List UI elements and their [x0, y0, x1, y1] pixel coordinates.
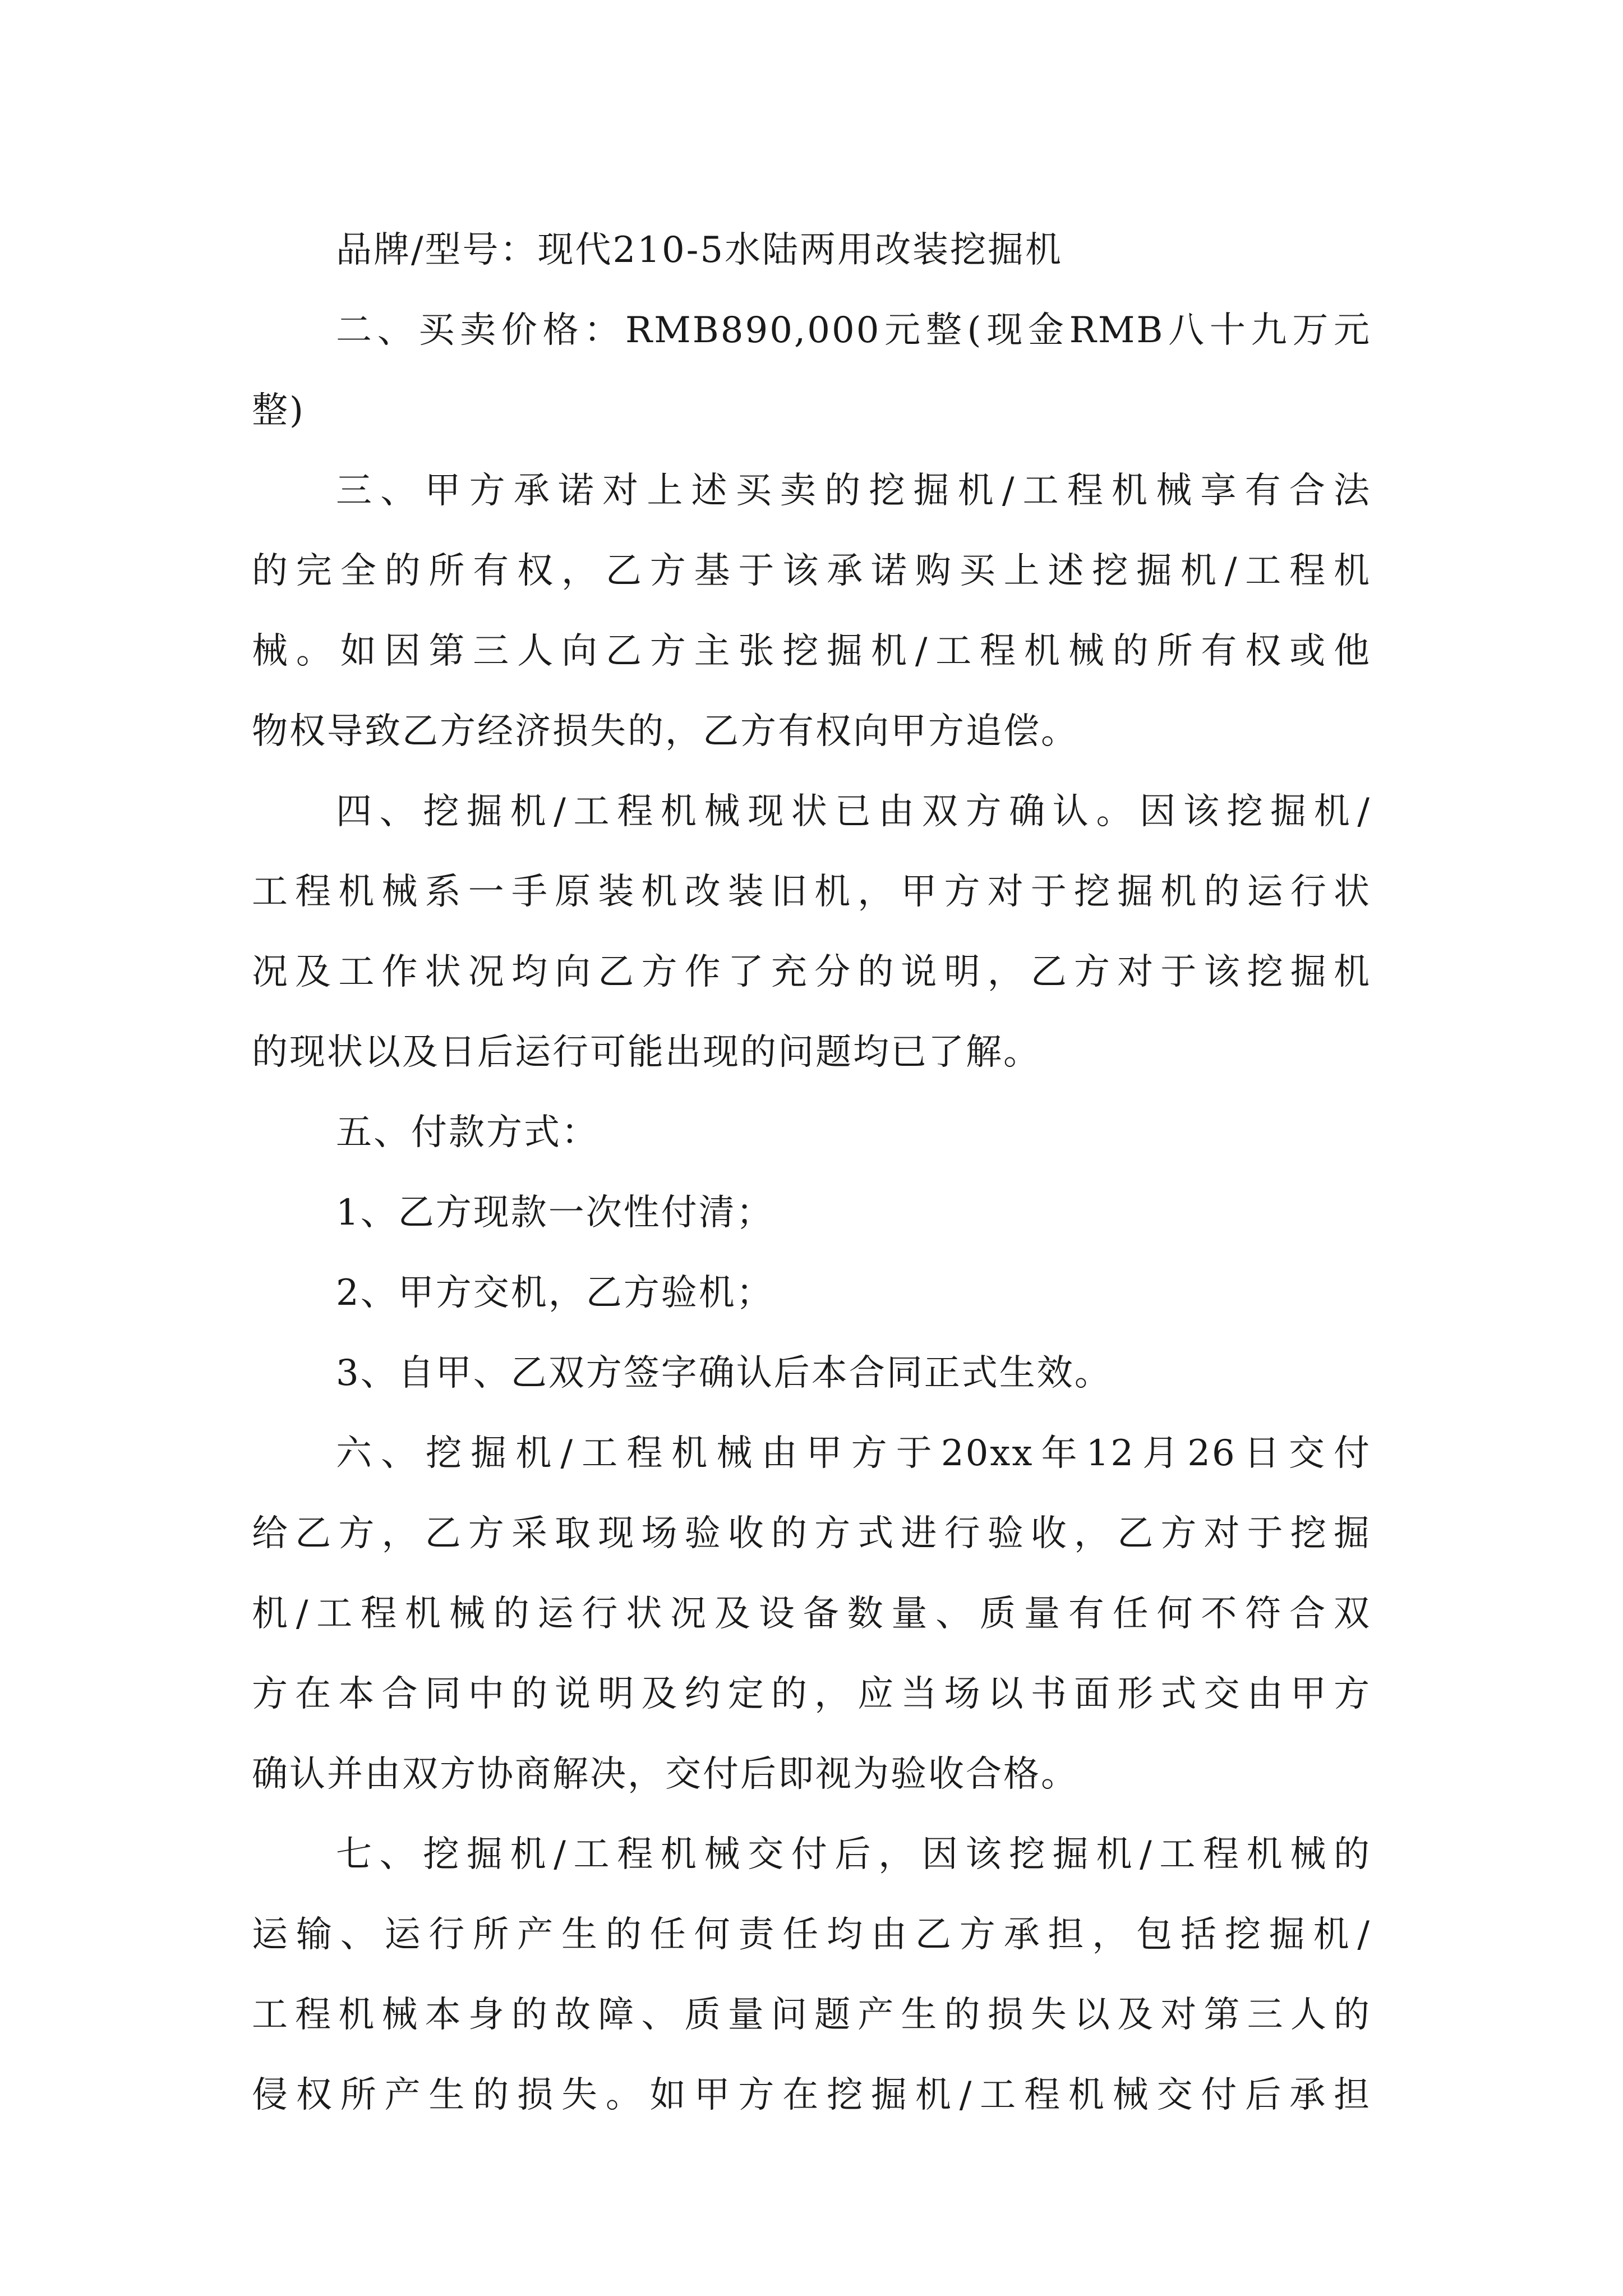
text-line: 的完全的所有权，乙方基于该承诺购买上述挖掘机/工程机: [252, 550, 1371, 592]
text-line: 六、挖掘机/工程机械由甲方于20xx年12月26日交付: [336, 1433, 1371, 1474]
text-line: 工程机械系一手原装机改装旧机，甲方对于挖掘机的运行状: [252, 871, 1371, 913]
text-line: 七、挖掘机/工程机械交付后，因该挖掘机/工程机械的: [336, 1834, 1371, 1875]
text-line: 的现状以及日后运行可能出现的问题均已了解。: [252, 1032, 1041, 1073]
text-line: 二、买卖价格：RMB890,000元整(现金RMB八十九万元: [336, 310, 1371, 351]
text-line: 侵权所产生的损失。如甲方在挖掘机/工程机械交付后承担: [252, 2074, 1371, 2116]
text-line: 况及工作状况均向乙方作了充分的说明，乙方对于该挖掘机: [252, 951, 1371, 993]
text-line: 械。如因第三人向乙方主张挖掘机/工程机械的所有权或他: [252, 631, 1371, 672]
text-line: 品牌/型号：现代210-5水陆两用改装挖掘机: [336, 229, 1063, 271]
text-line: 确认并由双方协商解决，交付后即视为验收合格。: [252, 1754, 1078, 1795]
text-line: 物权导致乙方经济损失的，乙方有权向甲方追偿。: [252, 711, 1078, 752]
text-line: 2、甲方交机，乙方验机；: [336, 1272, 774, 1314]
contract-body-text: [252, 210, 1371, 2136]
text-line: 3、自甲、乙双方签字确认后本合同正式生效。: [336, 1352, 1112, 1394]
text-line: 三、甲方承诺对上述买卖的挖掘机/工程机械享有合法: [336, 470, 1371, 512]
text-line: 给乙方，乙方采取现场验收的方式进行验收，乙方对于挖掘: [252, 1513, 1371, 1554]
text-line: 工程机械本身的故障、质量问题产生的损失以及对第三人的: [252, 1994, 1371, 2036]
text-line: 整): [252, 390, 305, 431]
text-line: 1、乙方现款一次性付清；: [336, 1192, 774, 1234]
text-line: 四、挖掘机/工程机械现状已由双方确认。因该挖掘机/: [336, 791, 1371, 832]
text-line: 机/工程机械的运行状况及设备数量、质量有任何不符合双: [252, 1593, 1371, 1635]
text-line: 方在本合同中的说明及约定的，应当场以书面形式交由甲方: [252, 1673, 1371, 1715]
text-line: 五、付款方式：: [336, 1112, 599, 1153]
text-line: 运输、运行所产生的任何责任均由乙方承担，包括挖掘机/: [252, 1914, 1371, 1955]
